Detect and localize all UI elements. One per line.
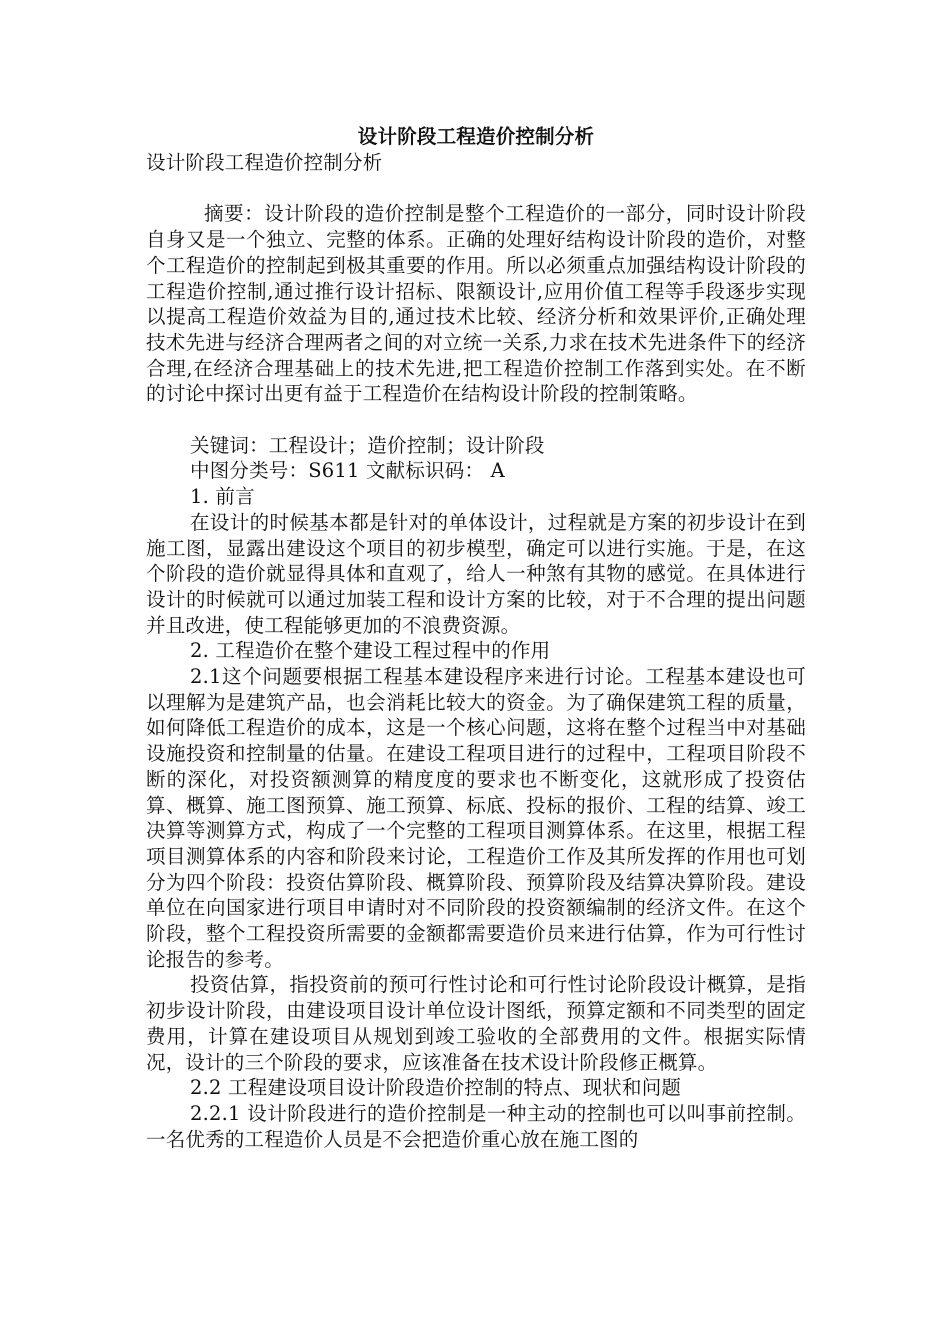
section-1-heading: 1. 前言: [190, 485, 255, 509]
section-2-2-heading: 2.2 工程建设项目设计阶段造价控制的特点、现状和问题: [190, 1076, 682, 1100]
document-page: [146, 124, 806, 1152]
section-2-2-1-paragraph: 2.2.1 设计阶段进行的造价控制是一种主动的控制也可以叫事前控制。一名优秀的工程造价人员是不会把造价重心放在施工图的: [146, 1101, 806, 1151]
section-1-paragraph: 在设计的时候基本都是针对的单体设计，过程就是方案的初步设计在到施工图，显露出建设这个项目的初步模型，确定可以进行实施。于是，在这个阶段的造价就显得具体和直观了，给人一种煞有其物的感觉。在具体进行设计的时候就可以通过加装工程和设计方案的比较，对于不合理的提出问题并且改进，使工程能够更加的不浪费资源。: [146, 510, 806, 637]
spacer: [146, 407, 806, 433]
document-title: 设计阶段工程造价控制分析: [357, 125, 595, 148]
abstract-paragraph: 摘要：设计阶段的造价控制是整个工程造价的一部分，同时设计阶段自身又是一个独立、完整的体系。正确的处理好结构设计阶段的造价，对整个工程造价的控制起到极其重要的作用。所以必须重点加强结构设计阶段的工程造价控制,通过推行设计招标、限额设计,应用价值工程等手段逐步实现以提高工程造价效益为目的,通过技术比较、经济分析和效果评价,正确处理技术先进与经济合理两者之间的对立统一关系,力求在技术先进条件下的经济合理,在经济合理基础上的技术先进,把工程造价控制工作落到实处。在不断的讨论中探讨出更有益于工程造价在结构设计阶段的控制策略。: [146, 202, 806, 406]
section-2-1-paragraph: 2.1这个问题要根据工程基本建设程序来进行讨论。工程基本建设也可以理解为是建筑产品，也会消耗比较大的资金。为了确保建筑工程的质量，如何降低工程造价的成本，这是一个核心问题，这将在整个过程当中对基础设施投资和控制量的估量。在建设工程项目进行的过程中，工程项目阶段不断的深化，对投资额测算的精度度的要求也不断变化，这就形成了投资估算、概算、施工图预算、施工预算、标底、投标的报价、工程的结算、竣工决算等测算方式，构成了一个完整的工程项目测算体系。在这里，根据工程项目测算体系的内容和阶段来讨论，工程造价工作及其所发挥的作用也可划分为四个阶段：投资估算阶段、概算阶段、预算阶段及结算决算阶段。建设单位在向国家进行项目申请时对不同阶段的投资额编制的经济文件。在这个阶段，整个工程投资所需要的金额都需要造价员来进行估算，作为可行性讨论报告的参考。: [146, 665, 806, 971]
section-2-heading: 2. 工程造价在整个建设工程过程中的作用: [190, 639, 551, 663]
keywords-line: 关键词：工程设计；造价控制；设计阶段: [190, 433, 545, 457]
investment-paragraph: 投资估算，指投资前的预可行性讨论和可行性讨论阶段设计概算，是指初步设计阶段，由建设项目设计单位设计图纸，预算定额和不同类型的固定费用，计算在建设项目从规划到竣工验收的全部费用的文件。根据实际情况，设计的三个阶段的要求，应该准备在技术设计阶段修正概算。: [146, 973, 806, 1074]
spacer: [146, 176, 806, 202]
classification-line: 中图分类号：S611 文献标识码： A: [190, 459, 505, 483]
document-subtitle: 设计阶段工程造价控制分析: [146, 151, 383, 174]
